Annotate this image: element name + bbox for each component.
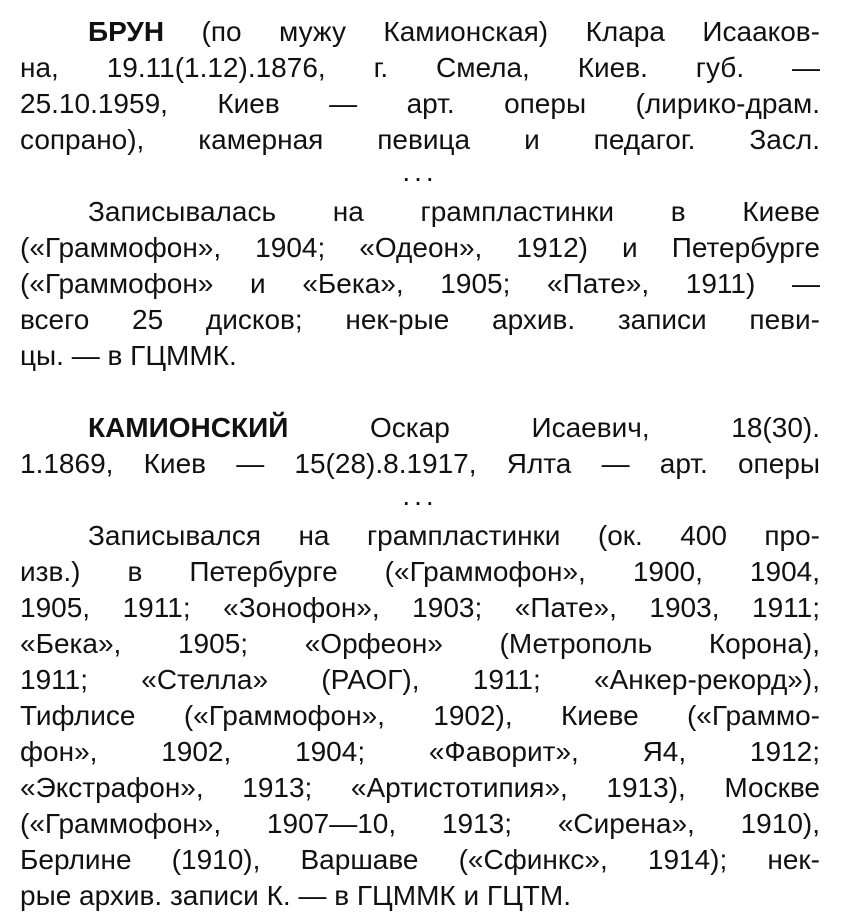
- entry-text-line: 25.10.1959, Киев — арт. оперы (лирико-драм.: [20, 88, 820, 119]
- entry-heading-line: [20, 410, 820, 446]
- entry-text-line: «Бека», 1905; «Орфеон» (Метрополь Корона),: [20, 628, 820, 659]
- entry-text-line: Записывалась на грампластинки в Киеве: [88, 196, 820, 227]
- entry-text-line: сопрано), камерная певица и педагог. Засл.: [20, 124, 820, 155]
- entry-text-line: Записывался на грампластинки (ок. 400 про-: [88, 520, 820, 551]
- entry-text-line: Берлине (1910), Варшаве («Сфинкс», 1914); нек-: [20, 844, 820, 875]
- entry-heading-text: Оскар Исаевич, 18(30).: [370, 412, 820, 443]
- omission-ellipsis: ...: [402, 156, 438, 187]
- entry-text-line: («Граммофон», 1907—10, 1913; «Сирена», 1910),: [20, 808, 820, 839]
- entry-text-line: 1.1869, Киев — 15(28).8.1917, Ялта — арт. оперы: [20, 448, 820, 479]
- entry-text-line: («Граммофон» и «Бека», 1905; «Пате», 1911) —: [20, 268, 820, 299]
- entry-text-line: на, 19.11(1.12).1876, г. Смела, Киев. губ. —: [20, 52, 820, 83]
- entry-text-line: 1905, 1911; «Зонофон», 1903; «Пате», 1903, 1911;: [20, 592, 820, 623]
- entry-text-line: 1911; «Стелла» (РАОГ), 1911; «Анкер-рекорд»),: [20, 664, 820, 695]
- entry-text-line: фон», 1902, 1904; «Фаворит», Я4, 1912;: [20, 736, 820, 767]
- entry-heading-line: [20, 14, 820, 50]
- omission-ellipsis: ...: [402, 480, 438, 511]
- entry-name: БРУН: [88, 16, 165, 47]
- entry-text-line: Тифлисе («Граммофон», 1902), Киеве («Граммо-: [20, 700, 820, 731]
- entry-text-line: изв.) в Петербурге («Граммофон», 1900, 1904,: [20, 556, 820, 587]
- entry-text-line: («Граммофон», 1904; «Одеон», 1912) и Петербурге: [20, 232, 820, 263]
- entry-text-line: «Экстрафон», 1913; «Артистотипия», 1913), Москве: [20, 772, 820, 803]
- entry-text-line: цы. — в ГЦММК.: [20, 340, 237, 371]
- entry-brun: [20, 14, 820, 374]
- entry-text-line: всего 25 дисков; нек-рые архив. записи певи-: [20, 304, 820, 335]
- entry-heading-text: (по мужу Камионская) Клара Исааков-: [201, 16, 820, 47]
- entry-name: КАМИОНСКИЙ: [88, 412, 289, 443]
- entry-kamionsky: [20, 410, 820, 914]
- entry-text-line: рые архив. записи К. — в ГЦММК и ГЦТМ.: [20, 880, 572, 911]
